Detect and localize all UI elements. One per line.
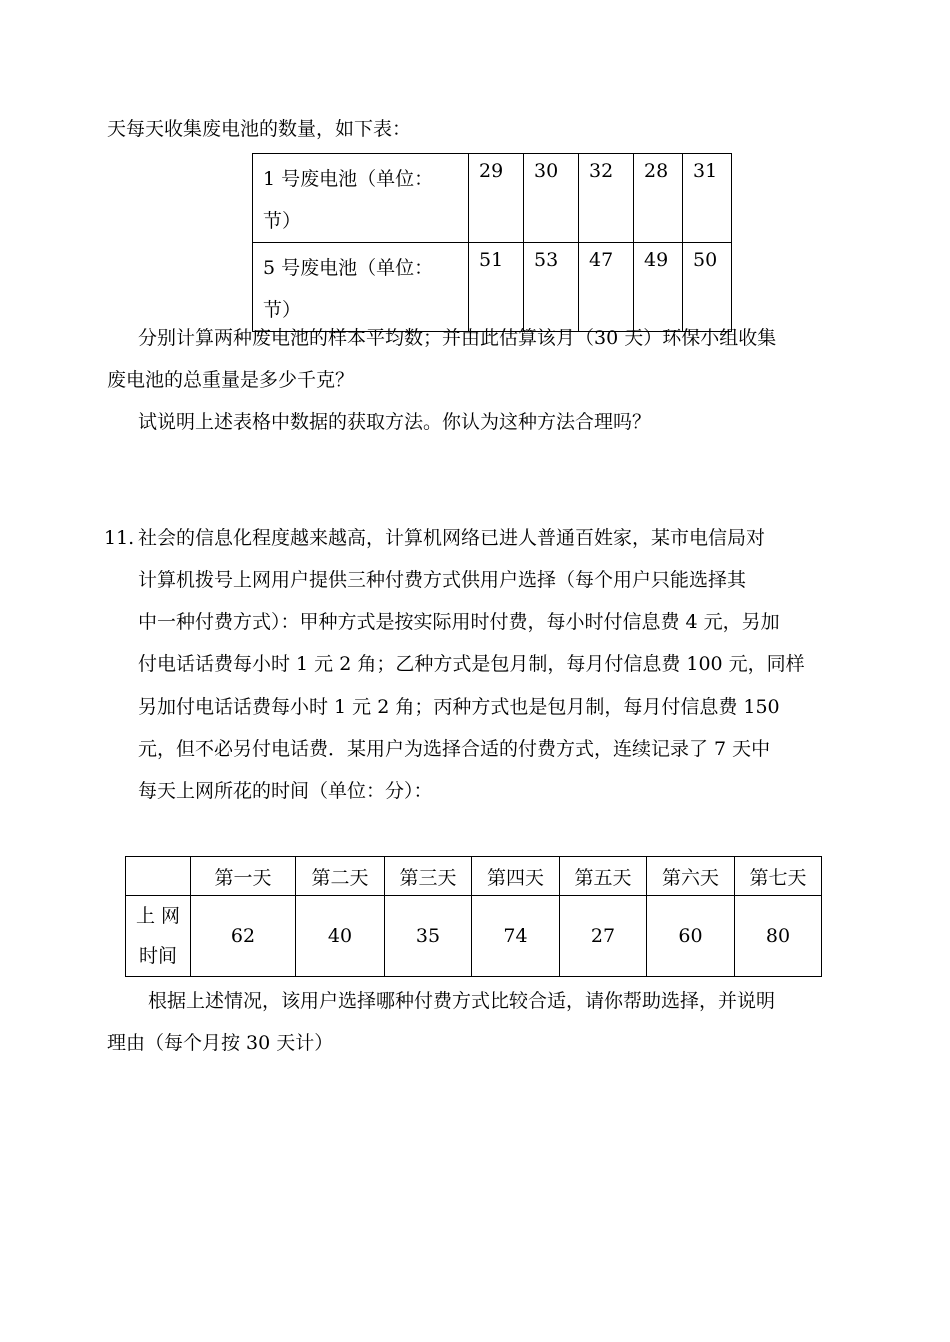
problem-11-line: 付电话话费每小时 1 元 2 角；乙种方式是包月制，每月付信息费 100 元，同样 bbox=[138, 653, 805, 675]
table-row bbox=[253, 154, 732, 243]
table-header-cell: 第二天 bbox=[296, 857, 385, 896]
problem-11-line: 每天上网所花的时间（单位：分）： bbox=[138, 780, 433, 802]
table-cell: 28 bbox=[634, 154, 683, 243]
table-cell: 60 bbox=[647, 896, 735, 977]
closing-line1: 根据上述情况，该用户选择哪种付费方式比较合适，请你帮助选择，并说明 bbox=[148, 990, 776, 1012]
problem-11-line: 计算机拨号上网用户提供三种付费方式供用户选择（每个用户只能选择其 bbox=[138, 569, 747, 591]
closing-line2: 理由（每个月按 30 天计） bbox=[107, 1032, 334, 1054]
question-a-line2: 废电池的总重量是多少千克？ bbox=[107, 369, 355, 391]
table-cell: 51 bbox=[469, 243, 524, 332]
intro-line: 天每天收集废电池的数量，如下表： bbox=[107, 118, 412, 140]
problem-11-number: 11. bbox=[104, 527, 135, 549]
table-cell: 40 bbox=[296, 896, 385, 977]
table-row bbox=[126, 896, 822, 977]
question-b: 试说明上述表格中数据的获取方法。你认为这种方法合理吗？ bbox=[138, 411, 652, 433]
table-cell: 74 bbox=[472, 896, 560, 977]
table-cell: 29 bbox=[469, 154, 524, 243]
table-cell: 80 bbox=[735, 896, 822, 977]
table-cell: 30 bbox=[524, 154, 579, 243]
table-header-cell: 第六天 bbox=[647, 857, 735, 896]
battery-table bbox=[252, 153, 732, 332]
table-cell: 47 bbox=[579, 243, 634, 332]
time-table bbox=[125, 856, 822, 977]
table-header-cell: 第七天 bbox=[735, 857, 822, 896]
table-cell: 31 bbox=[683, 154, 732, 243]
table-header-row bbox=[126, 857, 822, 896]
problem-11-line: 社会的信息化程度越来越高，计算机网络已进人普通百姓家，某市电信局对 bbox=[138, 527, 766, 549]
problem-11-line: 另加付电话话费每小时 1 元 2 角；丙种方式也是包月制，每月付信息费 150 bbox=[138, 696, 780, 718]
table-cell: 50 bbox=[683, 243, 732, 332]
table-cell: 27 bbox=[560, 896, 647, 977]
table-cell: 49 bbox=[634, 243, 683, 332]
table-header-cell: 第三天 bbox=[385, 857, 472, 896]
problem-11-line: 元，但不必另付电话费．某用户为选择合适的付费方式，连续记录了 7 天中 bbox=[138, 738, 771, 760]
table-row bbox=[253, 243, 732, 332]
battery-5-label: 5 号废电池（单位： 节） bbox=[253, 243, 469, 332]
question-a-line1: 分别计算两种废电池的样本平均数；并由此估算该月（30 天）环保小组收集 bbox=[138, 327, 777, 349]
table-header-cell: 第五天 bbox=[560, 857, 647, 896]
battery-1-label: 1 号废电池（单位： 节） bbox=[253, 154, 469, 243]
table-cell: 32 bbox=[579, 154, 634, 243]
problem-11-line: 中一种付费方式）：甲种方式是按实际用时付费，每小时付信息费 4 元，另加 bbox=[138, 611, 780, 633]
row-label-online-time: 上 网 时间 bbox=[126, 896, 191, 977]
table-cell: 53 bbox=[524, 243, 579, 332]
table-header-cell: 第一天 bbox=[191, 857, 296, 896]
table-cell: 35 bbox=[385, 896, 472, 977]
table-corner-cell bbox=[126, 857, 191, 896]
table-cell: 62 bbox=[191, 896, 296, 977]
table-header-cell: 第四天 bbox=[472, 857, 560, 896]
